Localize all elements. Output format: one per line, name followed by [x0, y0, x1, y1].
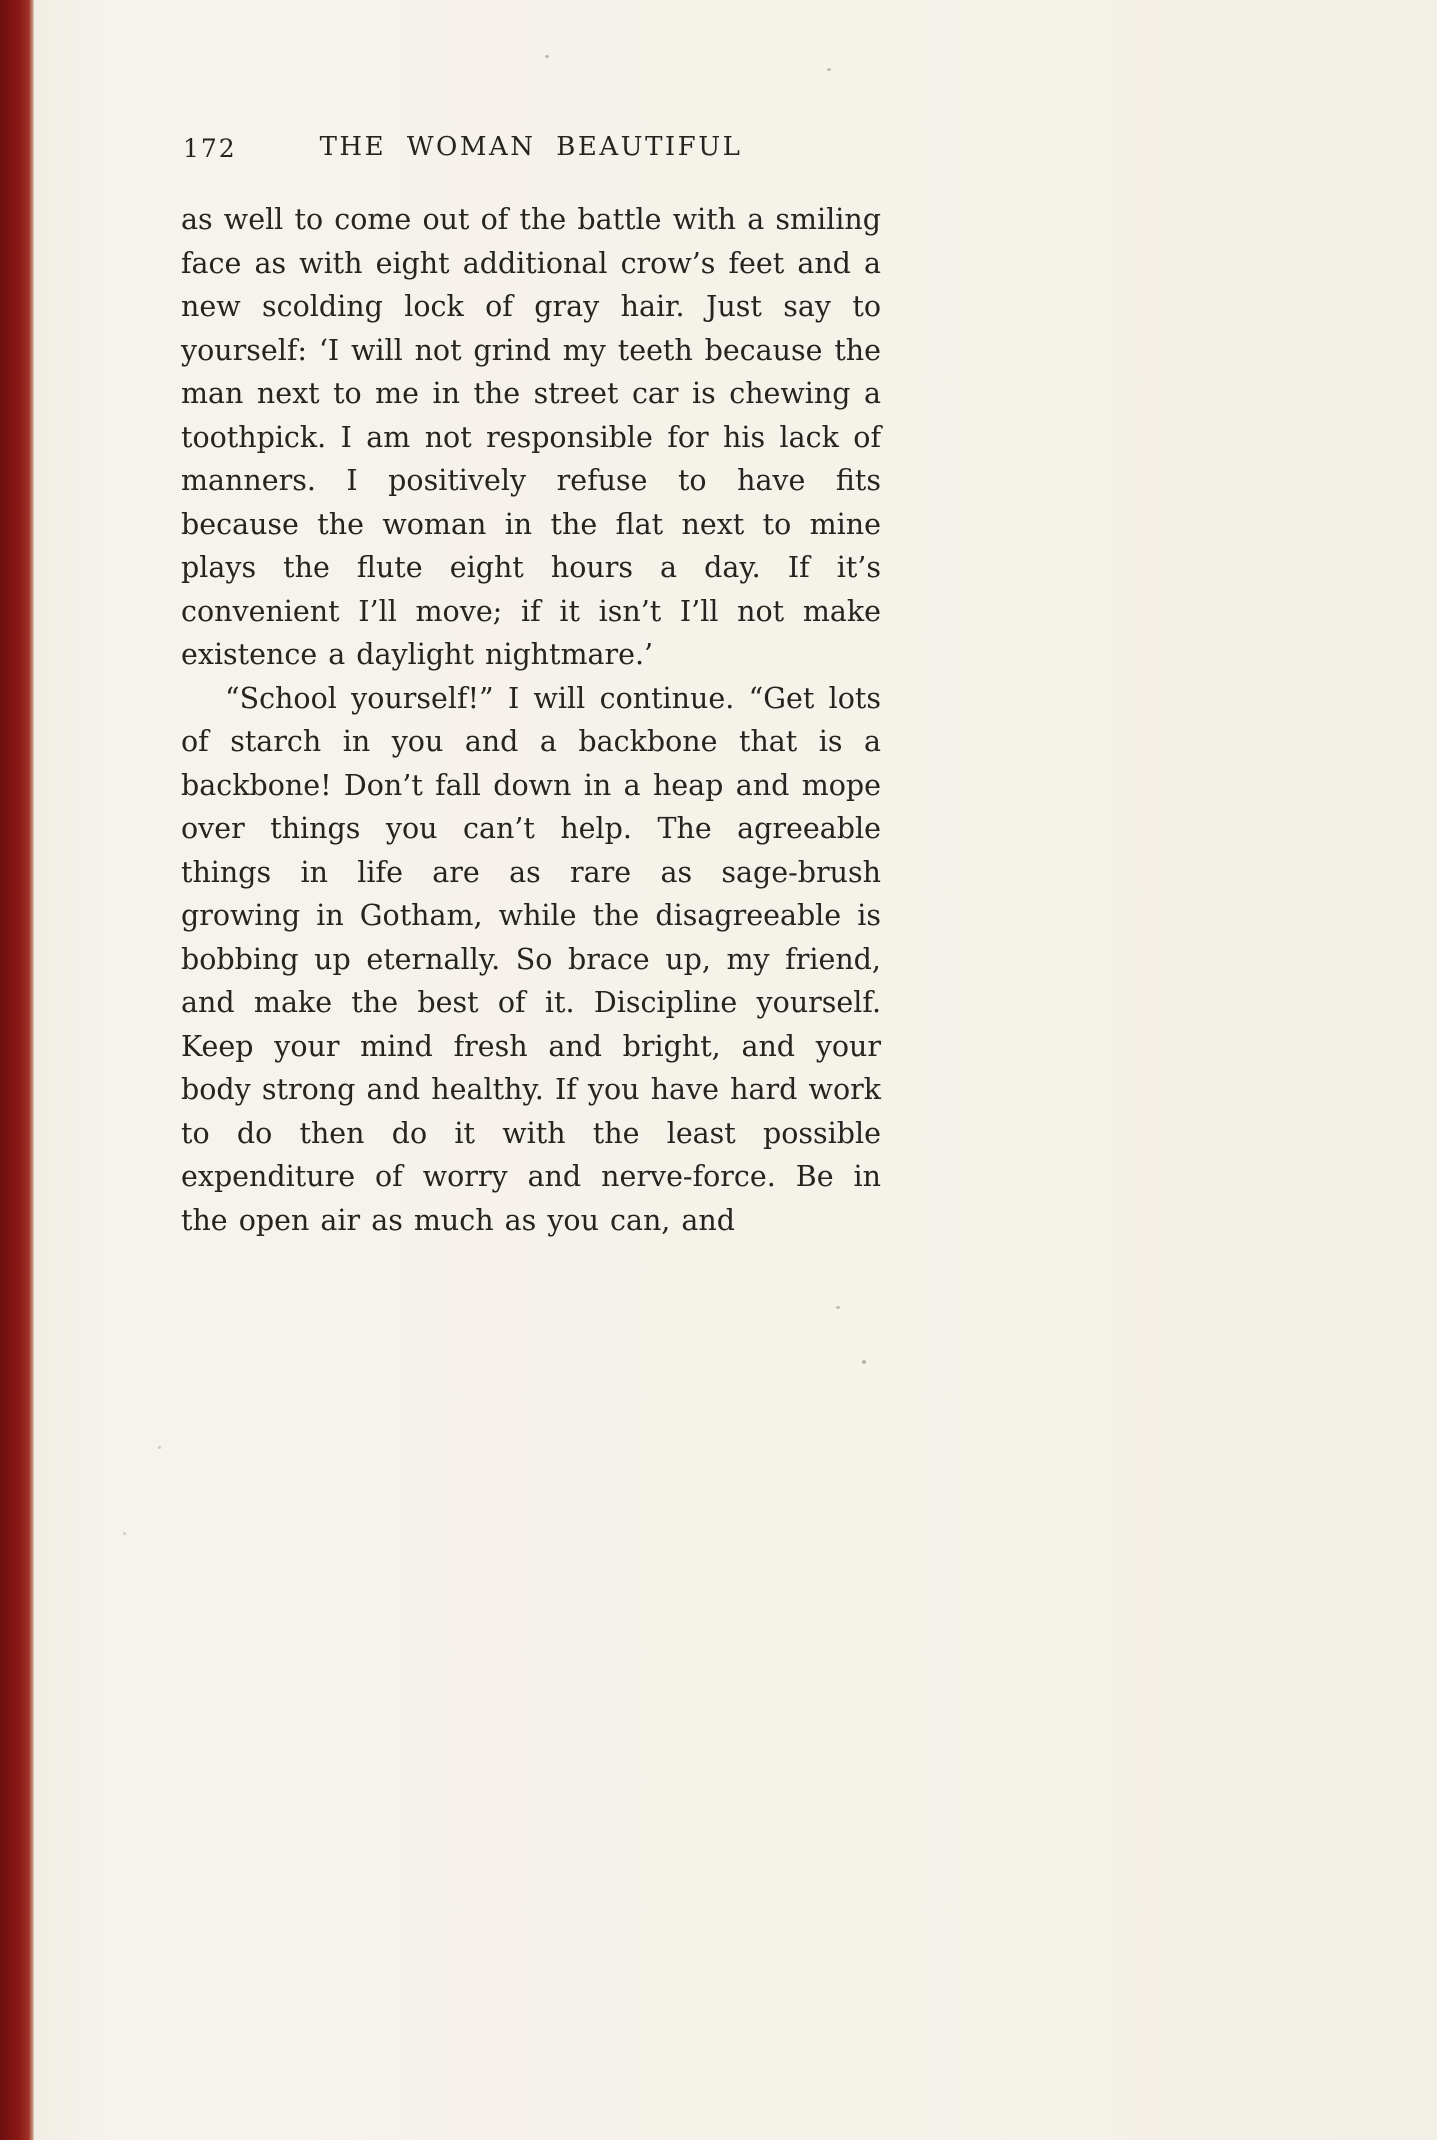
scan-speck — [862, 1360, 866, 1364]
scan-speck — [827, 68, 831, 71]
body-text — [181, 198, 881, 1242]
scan-speck — [123, 1532, 126, 1535]
text-block — [181, 128, 881, 1242]
paragraph: “School yourself!” I will continue. “Get lots of starch in you and a backbone that is a backbone! Don’t fall down in a heap and mope over things you can’t help. The agreeable things in life are as rare as sage-brush growing in Gotham, while the disagreeable is bobbing up eternally. So brace up, my friend, and make the best of it. Discipline yourself. Keep your mind fresh and bright, and your body strong and healthy. If you have hard work to do then do it with the least possible expenditure of worry and nerve-force. Be in the open air as much as you can, and — [181, 681, 881, 1237]
scan-speck — [158, 1446, 161, 1449]
scan-speck — [836, 1306, 840, 1309]
page-header-row — [181, 128, 881, 172]
book-spine-edge — [0, 0, 34, 2140]
running-header: THE WOMAN BEAUTIFUL — [319, 132, 743, 162]
paragraph-continuation: as well to come out of the battle with a smiling face as with eight additional crow’s feet and a new scolding lock of gray hair. Just say to yourself: ‘I will not grind my teeth because the man next to me in the street car is chewing a toothpick. I am not responsible for his lack of manners. I positively refuse to have fits because the woman in the flat next to mine plays the flute eight hours a day. If it’s convenient I’ll move; if it isn’t I’ll not make existence a daylight nightmare.’ — [181, 203, 881, 671]
page-number: 172 — [183, 134, 237, 163]
scan-speck — [545, 55, 549, 58]
